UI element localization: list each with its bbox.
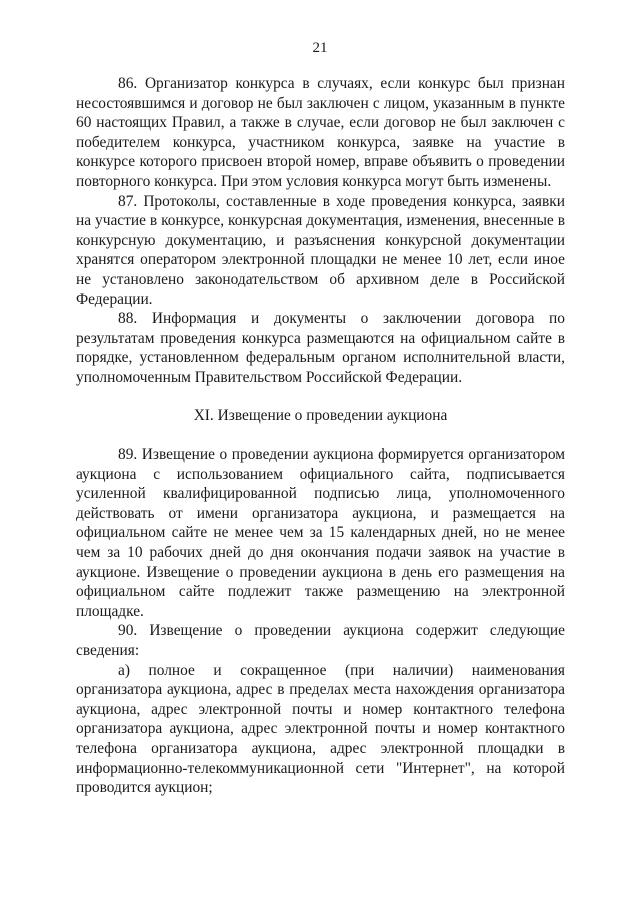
paragraph-88: 88. Информация и документы о заключении договора по результатам проведения конкурса размещаются на официальном сайте в порядке, установленном федеральным органом исполнительной власти, уполномоченным Правительством Российской Федерации. [76,310,565,386]
section-heading: XI. Извещение о проведении аукциона [193,406,448,424]
document-body [76,74,565,798]
paragraph-90: 90. Извещение о проведении аукциона содержит следующие сведения: [76,622,565,660]
paragraph-87: 87. Протоколы, составленные в ходе проведения конкурса, заявки на участие в конкурсе, конкурсная документация, изменения, внесенные в конкурсную документацию, и разъяснения конкурсной документации хранятся оператором электронной площадки не менее 10 лет, если иное не установлено законодательством об архивном деле в Российской Федерации. [76,192,565,308]
page-number: 21 [312,40,328,56]
paragraph-90-a: а) полное и сокращенное (при наличии) наименования организатора аукциона, адрес в пределах места нахождения организатора аукциона, адрес электронной почты и номер контактного телефона организатора аукциона, адрес электронной почты и номер контактного телефона организатора аукциона, адрес электронной площадки в информационно-телекоммуникационной сети "Интернет", на которой проводится аукцион; [76,661,565,797]
paragraph-86: 86. Организатор конкурса в случаях, если конкурс был признан несостоявшимся и договор не был заключен с лицом, указанным в пункте 60 настоящих Правил, а также в случае, если договор не был заключен с победителем конкурса, участником конкурса, заявке на участие в конкурсе которого присвоен второй номер, вправе объявить о проведении повторного конкурса. При этом условия конкурса могут быть изменены. [76,75,565,190]
paragraph-89: 89. Извещение о проведении аукциона формируется организатором аукциона с использованием официального сайта, подписывается усиленной квалифицированной подписью лица, уполномоченного действовать от имени организатора аукциона, и размещается на официальном сайте не менее чем за 15 календарных дней, но не менее чем за 10 рабочих дней до дня окончания подачи заявок на участие в аукционе. Извещение о проведении аукциона в день его размещения на официальном сайте подлежит также размещению на электронной площадке. [76,446,565,620]
